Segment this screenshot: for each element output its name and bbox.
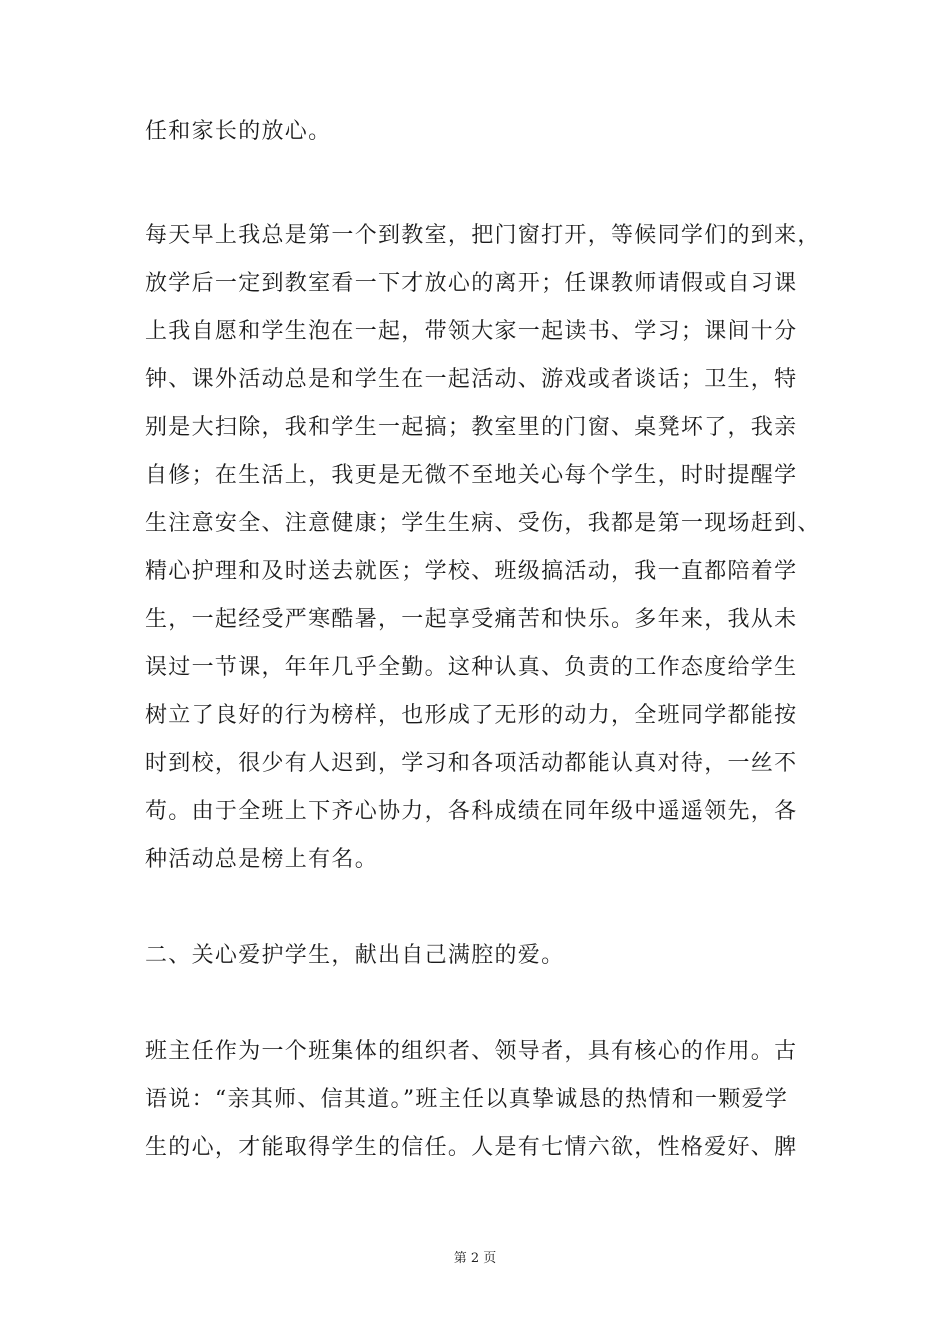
paragraph-line: 生，一起经受严寒酷暑，一起享受痛苦和快乐。多年来，我从未 xyxy=(145,607,798,632)
paragraph-line: 树立了良好的行为榜样，也形成了无形的动力，全班同学都能按 xyxy=(145,703,798,728)
paragraph-line: 钟、课外活动总是和学生在一起活动、游戏或者谈话；卫生，特 xyxy=(145,367,798,392)
paragraph-line: 任和家长的放心。 xyxy=(145,119,332,144)
paragraph-line: 苟。由于全班上下齐心协力，各科成绩在同年级中遥遥领先，各 xyxy=(145,799,798,824)
paragraph-line: 上我自愿和学生泡在一起，带领大家一起读书、学习；课间十分 xyxy=(145,319,798,344)
paragraph-line: 语说：“亲其师、信其道。”班主任以真挚诚恳的热情和一颗爱学 xyxy=(145,1087,789,1112)
paragraph-line: 时到校，很少有人迟到，学习和各项活动都能认真对待，一丝不 xyxy=(145,751,798,776)
paragraph-line: 生的心，才能取得学生的信任。人是有七情六欲，性格爱好、脾 xyxy=(145,1135,798,1160)
paragraph-line: 种活动总是榜上有名。 xyxy=(145,847,379,872)
paragraph-line: 放学后一定到教室看一下才放心的离开；任课教师请假或自习课 xyxy=(145,271,798,296)
paragraph-line: 生注意安全、注意健康；学生生病、受伤，我都是第一现场赶到、 xyxy=(145,511,821,536)
section-heading: 二、关心爱护学生，献出自己满腔的爱。 xyxy=(145,943,565,968)
paragraph-line: 每天早上我总是第一个到教室，把门窗打开，等候同学们的到来， xyxy=(145,223,821,248)
paragraph-line: 自修；在生活上，我更是无微不至地关心每个学生，时时提醒学 xyxy=(145,463,798,488)
paragraph-line: 误过一节课，年年几乎全勤。这种认真、负责的工作态度给学生 xyxy=(145,655,798,680)
paragraph-line: 班主任作为一个班集体的组织者、领导者，具有核心的作用。古 xyxy=(145,1039,798,1064)
page-number-footer: 第 2 页 xyxy=(453,1251,497,1266)
paragraph-line: 别是大扫除，我和学生一起搞；教室里的门窗、桌凳坏了，我亲 xyxy=(145,415,798,440)
paragraph-line: 精心护理和及时送去就医；学校、班级搞活动，我一直都陪着学 xyxy=(145,559,798,584)
